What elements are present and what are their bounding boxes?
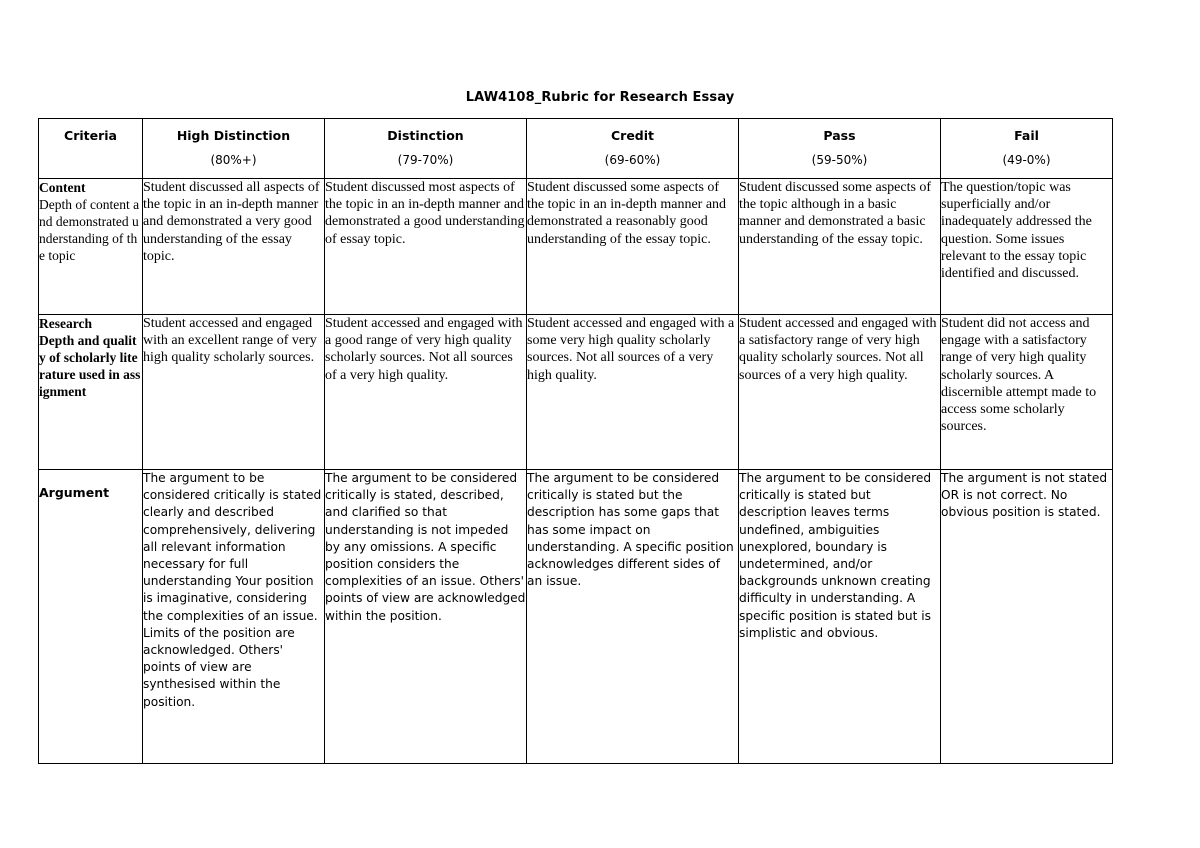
header-cell-pass (739, 119, 941, 179)
header-range: (49-0%) (1002, 153, 1051, 167)
header-cell-distinction (325, 119, 527, 179)
header-label: Fail (1014, 128, 1039, 143)
rubric-cell: Student did not access and engage with a satisfactory range of very high quality scholarly sources. A discernible attempt made to access some scholarly sources. (941, 315, 1113, 470)
rubric-cell: Student accessed and engaged with a satisfactory range of very high quality scholarly sources. Not all sources of a very high quality. (739, 315, 941, 470)
header-label: Credit (610, 128, 655, 143)
rubric-cell: The argument to be considered critically is stated but the description has some gaps that has some impact on understanding. A specific position acknowledges different sides of an issue. (527, 470, 739, 764)
header-range: (69-60%) (604, 153, 661, 167)
header-label: Pass (823, 128, 856, 143)
criterion-cell-content (39, 179, 143, 315)
rubric-table (38, 118, 1113, 764)
criterion-name: Content (39, 180, 86, 195)
table-row-content (39, 179, 1113, 315)
header-cell-credit (527, 119, 739, 179)
rubric-cell: Student discussed some aspects of the topic in an in-depth manner and demonstrated a reasonably good understanding of the essay topic. (527, 179, 739, 315)
criterion-description: Depth of content and demonstrated understanding of the topic (39, 197, 140, 263)
rubric-cell: Student discussed some aspects of the topic although in a basic manner and demonstrated a basic understanding of the essay topic. (739, 179, 941, 315)
rubric-cell: The argument to be considered critically is stated but description leaves terms undefined, ambiguities unexplored, boundary is undetermined, and/or backgrounds unknown creating difficulty in understanding. A specific position is stated but is simplistic and obvious. (739, 470, 941, 764)
criterion-name: Argument (39, 485, 110, 500)
rubric-cell: Student discussed most aspects of the topic in an in-depth manner and demonstrated a good understanding of essay topic. (325, 179, 527, 315)
header-label: Criteria (64, 128, 117, 143)
document-title: LAW4108_Rubric for Research Essay (465, 90, 735, 105)
header-label: High Distinction (176, 128, 291, 143)
rubric-cell: Student accessed and engaged with a some very high quality scholarly sources. Not all sources of a very high quality. (527, 315, 739, 470)
rubric-cell: The argument is not stated OR is not correct. No obvious position is stated. (941, 470, 1113, 764)
header-cell-fail (941, 119, 1113, 179)
rubric-cell: The argument to be considered critically is stated, described, and clarified so that understanding is not impeded by any omissions. A specific position considers the complexities of an issue. Others' points of view are acknowledged within the position. (325, 470, 527, 764)
criterion-name: Research (39, 316, 92, 331)
header-label: Distinction (387, 128, 464, 143)
rubric-cell: Student accessed and engaged with an excellent range of very high quality scholarly sources. (143, 315, 325, 470)
table-header-row (39, 119, 1113, 179)
criterion-cell-argument (39, 470, 143, 764)
header-range: (59-50%) (811, 153, 868, 167)
table-row-research (39, 315, 1113, 470)
header-range: (80%+) (210, 153, 257, 167)
criterion-description: Depth and quality of scholarly literature used in assignment (39, 333, 141, 399)
header-range: (79-70%) (397, 153, 454, 167)
rubric-cell: Student accessed and engaged with a good range of very high quality scholarly sources. Not all sources of a very high quality. (325, 315, 527, 470)
header-cell-high-distinction (143, 119, 325, 179)
criterion-cell-research (39, 315, 143, 470)
rubric-cell: The question/topic was superficially and/or inadequately addressed the question. Some issues relevant to the essay topic identified and discussed. (941, 179, 1113, 315)
header-cell-criteria (39, 119, 143, 179)
rubric-cell: Student discussed all aspects of the topic in an in-depth manner and demonstrated a very good understanding of the essay topic. (143, 179, 325, 315)
rubric-cell: The argument to be considered critically is stated clearly and described comprehensively, delivering all relevant information necessary for full understanding Your position is imaginative, considering the complexities of an issue. Limits of the position are acknowledged. Others' points of view are synthesised within the position. (143, 470, 325, 764)
table-row-argument (39, 470, 1113, 764)
